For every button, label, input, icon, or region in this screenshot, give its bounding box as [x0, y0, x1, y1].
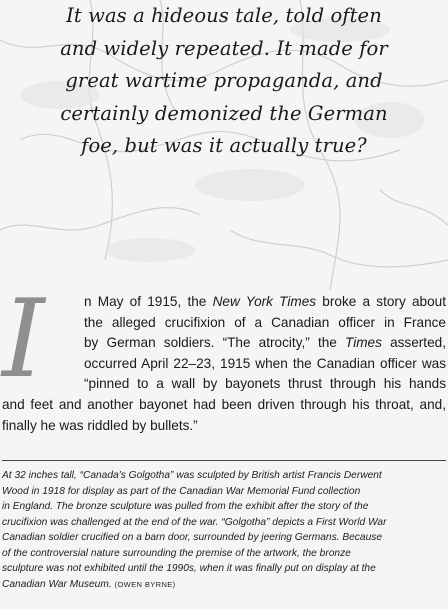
caption-line: sculpture was not exhibited until the 1990s, when it was finally put on display at the — [2, 563, 376, 574]
caption-line: At 32 inches tall, “Canada’s Golgotha” was sculpted by British artist Francis Derwent — [2, 470, 382, 481]
photo-credit: (OWEN BYRNE) — [114, 579, 176, 589]
pull-quote-line: and widely repeated. It made for — [60, 36, 388, 60]
article-line: n May of 1915, the New York Times broke a story about — [84, 294, 446, 309]
photo-caption — [2, 468, 446, 592]
publication-name: Times — [345, 335, 382, 351]
pull-quote — [4, 0, 444, 163]
caption-divider — [2, 460, 446, 461]
article-line: and feet and another bayonet had been driven through his throat, and, — [2, 396, 446, 412]
caption-line: crucifixion was challenged at the end of the war. “Golgotha” depicts a First World War — [2, 516, 387, 528]
caption-line: in England. The bronze sculpture was pulled from the exhibit after the story of the — [2, 501, 369, 512]
publication-name: New York Times — [212, 294, 317, 309]
drop-cap: I — [2, 277, 45, 402]
caption-line: Wood in 1918 for display as part of the Canadian War Memorial Fund collection — [2, 485, 361, 497]
pull-quote-line: great wartime propaganda, and — [65, 69, 383, 92]
article-line: by German soldiers. “The atrocity,” the Times asserted, — [84, 335, 446, 351]
article-line: the alleged crucifixion of a Canadian officer in France — [84, 314, 446, 330]
caption-line: Canadian soldier crucified on a barn door, surrounded by jeering Germans. Because — [2, 532, 382, 543]
pull-quote-line: certainly demonized the German — [60, 101, 388, 125]
pull-quote-line: It was a hideous tale, told often — [66, 4, 382, 27]
article-line: occurred April 22–23, 1915 when the Canadian officer was — [84, 355, 446, 371]
article-line: “pinned to a wall by bayonets thrust through his hands — [84, 376, 446, 392]
article-body — [2, 292, 446, 436]
pull-quote-line: foe, but was it actually true? — [81, 134, 367, 157]
article-line: finally he was riddled by bullets.” — [2, 417, 198, 433]
caption-line: of the controversial nature surrounding the premise of the artwork, the bronze — [2, 547, 351, 559]
caption-line: Canadian War Museum. (OWEN BYRNE) — [2, 578, 176, 590]
